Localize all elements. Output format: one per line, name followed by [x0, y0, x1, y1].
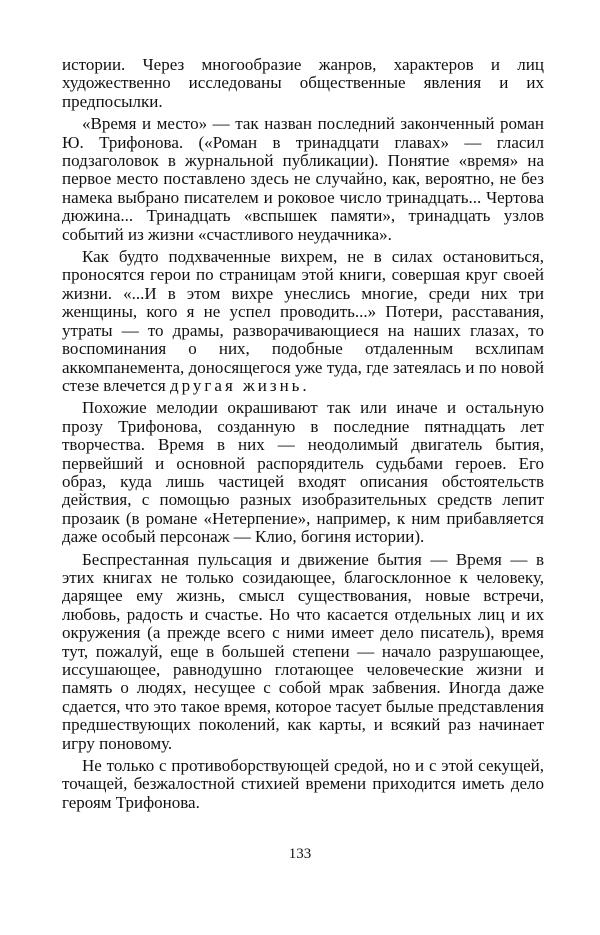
paragraph-4: Похожие мелодии окрашивают так или иначе и остальную прозу Трифонова, созданную в последние пятнадцать лет творчества. Время в них — неодолимый двигатель бытия, первейший и основной распорядитель судьбами героев. Его образ, куда лишь частицей входят описания обстоятельств действия, с помощью разных изобразительных средств лепит прозаик (в романе «Нетерпение», например, к ним прибавляется даже особый персонаж — Клио, богиня истории). [62, 398, 544, 547]
paragraph-6: Не только с противоборствующей средой, но и с этой секущей, точащей, безжалостной стихией времени приходится иметь дело героям Трифонова. [62, 756, 544, 812]
paragraph-5: Беспрестанная пульсация и движение бытия — Время — в этих книгах не только созидающее, благосклонное к человеку, дарящее ему жизнь, смысл существования, новые встречи, любовь, радость и счастье. Но что касается отдельных лиц и их окружения (а прежде всего с ними имеет дело писатель), время тут, пожалуй, еще в большей степени — начало разрушающее, иссушающее, равнодушно глотающее человеческие жизни и память о людях, несущее с собой мрак забвения. Иногда даже сдается, что это такое время, которое тасует былые представления предшествующих поколений, как карты, и всякий раз начинает игру поновому. [62, 549, 544, 753]
page-number: 133 [288, 846, 312, 862]
paragraph-3-emphasis: другая жизнь. [170, 375, 310, 395]
paragraph-1: истории. Через многообразие жанров, характеров и лиц художественно исследованы общественные явления и их предпосылки. [62, 55, 544, 111]
paragraph-3-text: Как будто подхваченные вихрем, не в силах остановиться, проносятся герои по страницам этой книги, совершая круг своей жизни. «...И в этом вихре унеслись многие, среди них три женщины, кого я не успел проводить...» Потери, расставания, утраты — то драмы, разворачивающиеся на наших глазах, то воспоминания о них, подобные отдаленным всхлипам аккомпанемента, доносящегося уже туда, где затеялась и по новой стезе влечется [62, 247, 544, 395]
page-body [62, 56, 544, 816]
paragraph-2: «Время и место» — так назван последний законченный роман Ю. Трифонова. («Роман в тринадцати главах» — гласил подзаголовок в журнальной публикации). Понятие «время» на первое место поставлено здесь не случайно, как, вероятно, не без намека выбрано писателем и роковое число тринадцать... Чертова дюжина... Тринадцать «вспышек памяти», тринадцать узлов событий из жизни «счастливого неудачника». [62, 114, 544, 244]
paragraph-3 [62, 248, 544, 395]
